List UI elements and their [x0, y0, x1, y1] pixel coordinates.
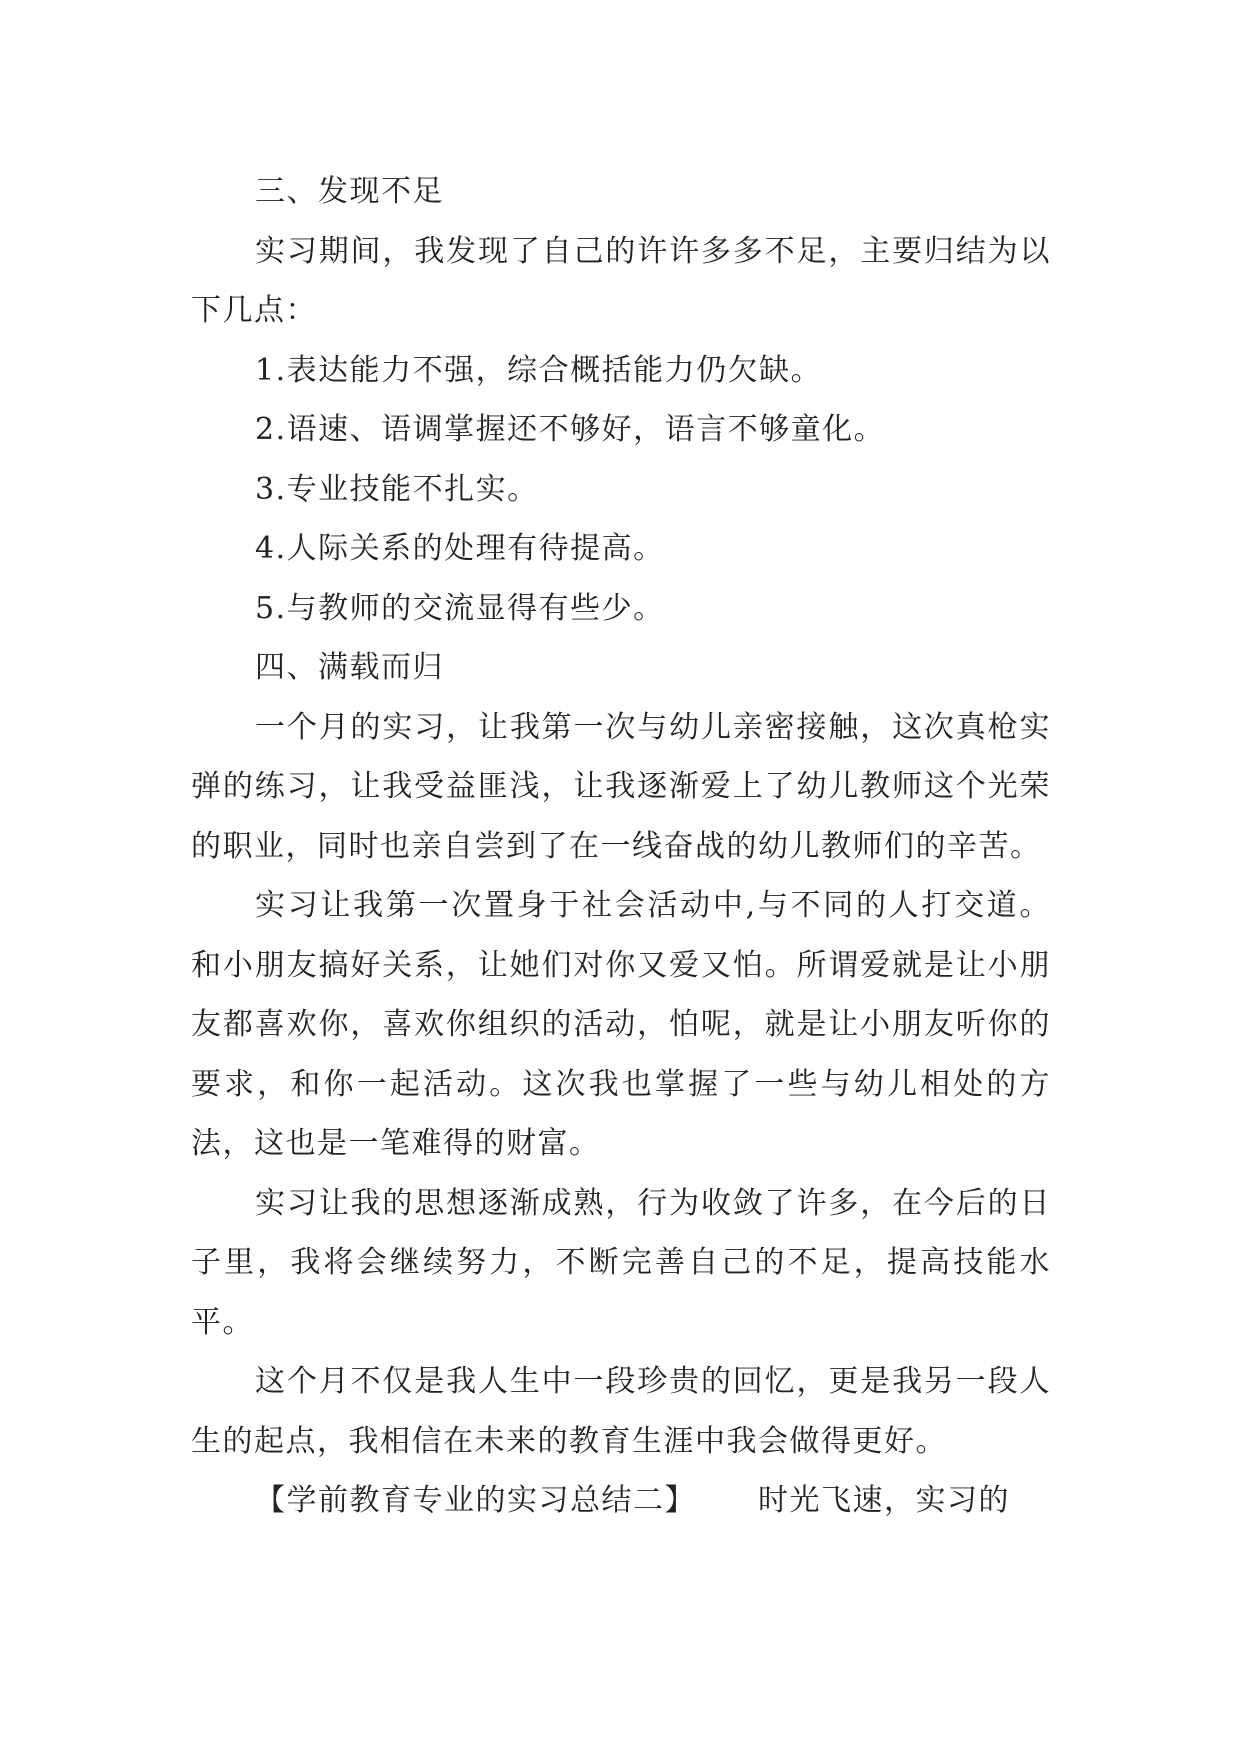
paragraph: 一个月的实习，让我第一次与幼儿亲密接触，这次真枪实弹的练习，让我受益匪浅，让我逐渐爱上了幼儿教师这个光荣的职业，同时也亲自尝到了在一线奋战的幼儿教师们的辛苦。 — [191, 709, 1051, 864]
section-heading-3: 三、发现不足 — [255, 174, 444, 209]
document-page — [191, 162, 1051, 1531]
list-item: 1.表达能力不强，综合概括能力仍欠缺。 — [255, 352, 823, 388]
next-section-title: 【学前教育专业的实习总结二】 — [255, 1483, 696, 1518]
paragraph: 实习让我的思想逐渐成熟，行为收敛了许多，在今后的日子里，我将会继续努力，不断完善自己的不足，提高技能水平。 — [191, 1185, 1051, 1340]
section-heading-4: 四、满载而归 — [255, 650, 444, 685]
list-item: 5.与教师的交流显得有些少。 — [255, 590, 665, 626]
list-item: 2.语速、语调掌握还不够好，语言不够童化。 — [255, 412, 886, 447]
list-item: 3.专业技能不扎实。 — [255, 471, 539, 507]
list-item: 4.人际关系的处理有待提高。 — [255, 531, 665, 566]
paragraph: 这个月不仅是我人生中一段珍贵的回忆，更是我另一段人生的起点，我相信在未来的教育生涯中我会做得更好。 — [191, 1364, 1051, 1459]
next-section-start: 时光飞速，实习的 — [758, 1483, 1010, 1518]
section-intro-3: 实习期间，我发现了自己的许许多多不足，主要归结为以下几点： — [191, 233, 1051, 328]
next-section-line — [191, 1471, 1051, 1531]
paragraph: 实习让我第一次置身于社会活动中,与不同的人打交道。和小朋友搞好关系，让她们对你又爱又怕。所谓爱就是让小朋友都喜欢你，喜欢你组织的活动，怕呢，就是让小朋友听你的要求，和你一起活动。这次我也掌握了一些与幼儿相处的方法，这也是一笔难得的财富。 — [191, 888, 1051, 1161]
